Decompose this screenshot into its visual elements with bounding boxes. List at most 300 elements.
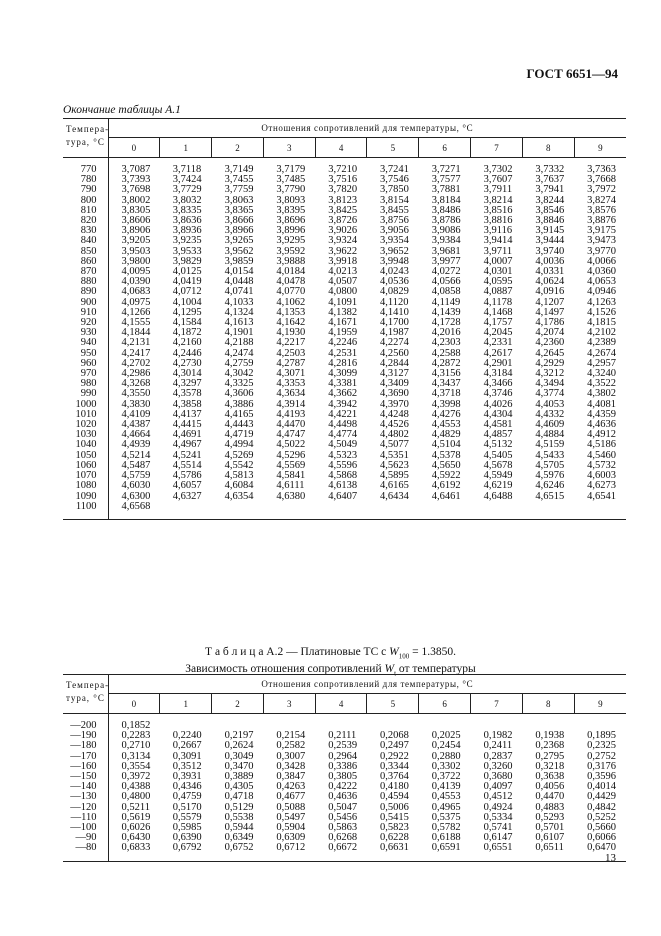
ratio-cell: 4,3466 (483, 378, 513, 390)
ratio-cell: 0,5334 (483, 811, 513, 823)
ratio-cell: 0,3931 (172, 771, 202, 783)
ratio-cell: 4,6003 (587, 470, 617, 482)
ratio-cell: 0,6228 (379, 832, 409, 844)
ratio-cell: 3,8906 (121, 225, 151, 237)
temperature-cell: —90 (63, 833, 108, 843)
ratio-cell: 4,2560 (379, 347, 409, 359)
ratio-cell: 3,7911 (483, 184, 513, 196)
ratio-cell: 4,1671 (328, 317, 358, 329)
ratio-cell: 4,5460 (587, 449, 617, 461)
ratio-cell: 4,2045 (483, 327, 513, 339)
ratio-cell: 4,6541 (587, 490, 617, 502)
ratio-cell: 3,7850 (379, 184, 409, 196)
ratio-cell: 4,2674 (587, 347, 617, 359)
ratio-cell: 4,5542 (224, 459, 254, 471)
temperature-cell: 940 (63, 338, 108, 348)
ratio-cell: 3,8816 (483, 215, 513, 227)
ratio-cell: 4,0566 (431, 276, 461, 288)
ratio-cell: 4,4026 (483, 398, 513, 410)
column-header-4: 4 (315, 138, 367, 158)
ratio-cell: 4,3494 (535, 378, 565, 390)
column-header-5: 5 (367, 138, 419, 158)
ratio-cell: 0,5701 (535, 822, 565, 834)
ratio-cell: 4,3297 (172, 378, 202, 390)
ratio-cell: 0,4842 (587, 801, 617, 813)
ratio-cell: 3,9622 (328, 245, 358, 257)
ratio-cell: 4,5705 (535, 459, 565, 471)
ratio-cell: 3,9562 (224, 245, 254, 257)
ratio-cell: 4,5049 (328, 439, 358, 451)
column-header-1: 1 (160, 138, 212, 158)
ratio-cell: 4,3662 (328, 388, 358, 400)
ratio-cell: 3,9503 (121, 245, 151, 257)
temperature-cell: 790 (63, 185, 108, 195)
ratio-cell: 0,3554 (121, 760, 151, 772)
ratio-cell: 3,8244 (535, 194, 565, 206)
ratio-cell: 4,3325 (224, 378, 254, 390)
ratio-cell: 4,5786 (172, 470, 202, 482)
ratio-cell: 4,0507 (328, 276, 358, 288)
temperature-cell: —180 (63, 741, 108, 751)
ratio-cell: 0,4718 (224, 791, 254, 803)
temperature-cell: 860 (63, 257, 108, 267)
ratio-cell: 0,5375 (431, 811, 461, 823)
ratio-cell: 4,4526 (379, 419, 409, 431)
ratio-cell: 4,2217 (276, 337, 306, 349)
ratio-cell: 3,9770 (587, 245, 617, 257)
ratio-cell: 4,4857 (483, 429, 513, 441)
temperature-cell: 810 (63, 206, 108, 216)
ratio-cell: 0,2240 (172, 730, 202, 742)
temperature-cell: —150 (63, 772, 108, 782)
ratio-cell: 4,5487 (121, 459, 151, 471)
ratio-cell: 0,3722 (431, 771, 461, 783)
temperature-cell: 1040 (63, 440, 108, 450)
temperature-cell: —140 (63, 782, 108, 792)
ratio-cell: 4,0360 (587, 266, 617, 278)
ratio-cell: 4,4636 (587, 419, 617, 431)
ratio-cell: 3,7577 (431, 174, 461, 186)
ratio-cell: 3,8516 (483, 204, 513, 216)
temperature-cell: 960 (63, 359, 108, 369)
column-header-6: 6 (419, 138, 471, 158)
ratio-cell: 4,6246 (535, 480, 565, 492)
ratio-cell: 3,7972 (587, 184, 617, 196)
ratio-cell: 4,3606 (224, 388, 254, 400)
ratio-cell: 4,4884 (535, 429, 565, 441)
ratio-cell: 0,4305 (224, 781, 254, 793)
ratio-cell: 4,2446 (172, 347, 202, 359)
ratio-cell: 0,2752 (587, 750, 617, 762)
ratio-cell: 4,1728 (431, 317, 461, 329)
ratio-cell: 4,3353 (276, 378, 306, 390)
ratio-cell: 4,3212 (535, 368, 565, 380)
ratio-cell: 0,5944 (224, 822, 254, 834)
ratio-cell: 4,4498 (328, 419, 358, 431)
ratio-cell: 4,5922 (431, 470, 461, 482)
ratio-cell: 3,7363 (587, 164, 617, 175)
ratio-cell: 3,7118 (172, 164, 202, 175)
ratio-cell: 3,7332 (535, 164, 565, 175)
ratio-cell: 3,9888 (276, 255, 306, 267)
ratio-cell: 0,5579 (172, 811, 202, 823)
ratio-cell: 3,9829 (172, 255, 202, 267)
ratio-cell: 3,9295 (276, 235, 306, 247)
ratio-cell: 3,7941 (535, 184, 565, 196)
ratio-cell: 4,4193 (276, 408, 306, 420)
ratio-cell: 0,2837 (483, 750, 513, 762)
table2-title-symbol: W (389, 646, 399, 658)
ratio-cell: 4,4967 (172, 439, 202, 451)
ratio-cell: 4,5514 (172, 459, 202, 471)
ratio-cell: 4,2759 (224, 357, 254, 369)
temperature-cell: 910 (63, 308, 108, 318)
temperature-cell: 900 (63, 298, 108, 308)
ratio-cell: 0,6066 (587, 832, 617, 844)
ratio-cell: 4,1091 (328, 296, 358, 308)
ratio-cell: 3,7637 (535, 174, 565, 186)
table-row (63, 481, 626, 491)
ratio-cell: 0,5538 (224, 811, 254, 823)
ratio-cell: 0,4553 (431, 791, 461, 803)
ratio-cell: 3,7179 (276, 164, 306, 175)
ratio-cell: 3,9740 (535, 245, 565, 257)
ratio-cell: 4,2160 (172, 337, 202, 349)
ratio-cell: 0,2710 (121, 740, 151, 752)
ratio-cell: 4,2016 (431, 327, 461, 339)
ratio-cell: 0,5211 (121, 801, 150, 813)
ratio-cell: 0,6591 (431, 842, 461, 854)
ratio-cell: 0,5415 (379, 811, 409, 823)
table2-subtitle-symbol: W (384, 663, 395, 676)
table-body (63, 714, 626, 862)
ratio-cell: 4,3522 (587, 378, 617, 390)
ratio-cell: 0,2411 (483, 740, 513, 752)
ratio-cell: 4,1004 (172, 296, 202, 308)
ratio-cell: 0,6390 (172, 832, 202, 844)
ratio-cell: 0,3680 (483, 771, 513, 783)
ratio-cell: 4,3071 (276, 368, 306, 380)
ratio-cell: 3,8666 (224, 215, 254, 227)
ratio-cell: 0,2624 (224, 740, 254, 752)
temperature-cell: 980 (63, 379, 108, 389)
temperature-cell: 970 (63, 369, 108, 379)
ratio-cell (574, 502, 626, 512)
ratio-cell: 0,2325 (587, 740, 617, 752)
temperature-cell: —190 (63, 731, 108, 741)
ratio-cell: 3,7149 (224, 164, 254, 175)
ratio-cell: 4,4719 (224, 429, 254, 441)
ratio-cell: 4,0036 (535, 255, 565, 267)
temperature-cell: —80 (63, 843, 108, 853)
temperature-cell: 820 (63, 216, 108, 226)
ratio-cell: 4,0095 (121, 266, 151, 278)
ratio-cell: 4,0213 (328, 266, 358, 278)
ratio-cell: 0,2025 (431, 730, 461, 742)
ratio-cell: 0,6268 (328, 832, 358, 844)
ratio-cell: 0,5985 (172, 822, 202, 834)
ratio-cell (367, 502, 419, 512)
ratio-cell: 4,4443 (224, 419, 254, 431)
ratio-cell: 4,3774 (535, 388, 565, 400)
resistance-ratio-table-a1 (63, 118, 626, 520)
ratio-cell: 4,1872 (172, 327, 202, 339)
temperature-cell: 780 (63, 175, 108, 185)
ratio-cell: 4,4829 (431, 429, 461, 441)
ratio-cell: 4,6434 (379, 490, 409, 502)
ratio-cell: 3,8455 (379, 204, 409, 216)
ratio-cell: 0,5129 (224, 801, 254, 813)
temperature-cell: 990 (63, 389, 108, 399)
ratio-cell: 0,4759 (172, 791, 202, 803)
table2-title-subscript: 100 (398, 652, 410, 661)
ratio-cell: 3,7241 (379, 164, 409, 175)
ratio-cell: 3,8996 (276, 225, 306, 237)
temperature-cell: 1050 (63, 451, 108, 461)
ratio-cell: 4,5650 (431, 459, 461, 471)
ratio-cell: 3,9205 (121, 235, 151, 247)
ratio-cell: 4,0946 (587, 286, 617, 298)
ratio-cell: 0,2454 (431, 740, 461, 752)
temperature-cell: —170 (63, 752, 108, 762)
ratio-cell (315, 502, 367, 512)
ratio-cell: 4,5433 (535, 449, 565, 461)
ratio-cell: 3,7820 (328, 184, 358, 196)
column-header-9: 9 (574, 694, 626, 714)
ratio-cell: 0,5823 (379, 822, 409, 834)
ratio-cell: 4,2074 (535, 327, 565, 339)
ratio-cell: 4,3437 (431, 378, 461, 390)
ratio-cell: 4,3099 (328, 368, 358, 380)
ratio-cell: 4,0624 (535, 276, 565, 288)
ratio-cell: 3,8305 (121, 204, 151, 216)
ratio-cell: 4,2872 (431, 357, 461, 369)
temperature-cell: —120 (63, 803, 108, 813)
ratio-cell: 4,1263 (587, 296, 617, 308)
ratio-cell: 4,3746 (483, 388, 513, 400)
ratio-cell: 0,4470 (535, 791, 565, 803)
ratio-cell: 0,1852 (121, 720, 151, 731)
ratio-cell: 4,2360 (535, 337, 565, 349)
ratio-cell: 4,2702 (121, 357, 151, 369)
ratio-cell: 0,3596 (587, 771, 617, 783)
ratio-cell: 4,1324 (224, 306, 254, 318)
ratio-cell: 4,2901 (483, 357, 513, 369)
temperature-cell: 850 (63, 247, 108, 257)
ratio-cell: 0,4056 (535, 781, 565, 793)
ratio-cell: 3,8726 (328, 215, 358, 227)
ratio-cell: 0,2368 (535, 740, 565, 752)
temperature-cell: 1080 (63, 481, 108, 491)
ratio-cell: 4,4081 (587, 398, 617, 410)
ratio-cell: 4,4332 (535, 408, 565, 420)
ratio-cell: 0,2880 (431, 750, 461, 762)
ratio-cell: 4,6568 (121, 500, 151, 512)
ratio-cell: 0,2197 (224, 730, 254, 742)
ratio-cell: 3,7424 (172, 174, 202, 186)
ratio-cell: 3,8786 (431, 215, 461, 227)
temperature-cell: 930 (63, 328, 108, 338)
ratio-cell: 4,6165 (379, 480, 409, 492)
ratio-cell: 4,4221 (328, 408, 358, 420)
ratio-cell: 3,9918 (328, 255, 358, 267)
ratio-cell: 0,2964 (328, 750, 358, 762)
ratio-cell: 0,2283 (121, 730, 151, 742)
ratio-cell: 3,9175 (587, 225, 617, 237)
ratio-cell: 0,2795 (535, 750, 565, 762)
ratio-columns-header: Отношения сопротивлений для температуры, °С (108, 119, 626, 138)
column-header-4: 4 (315, 694, 367, 714)
ratio-cell: 4,0829 (379, 286, 409, 298)
ratio-cell: 0,3260 (483, 760, 513, 772)
ratio-cell: 3,8365 (224, 204, 254, 216)
ratio-cell: 4,5378 (431, 449, 461, 461)
ratio-cell: 0,5619 (121, 811, 151, 823)
ratio-cell: 0,6672 (328, 842, 358, 854)
table2-title-suffix: = 1.3850. (409, 646, 456, 658)
ratio-cell: 4,4994 (224, 439, 254, 451)
ratio-cell: 0,6631 (379, 842, 409, 854)
ratio-cell: 4,2188 (224, 337, 254, 349)
ratio-cell: 4,0975 (121, 296, 151, 308)
ratio-cell: 4,3381 (328, 378, 358, 390)
ratio-cell: 4,2730 (172, 357, 202, 369)
ratio-cell: 3,9145 (535, 225, 565, 237)
ratio-cell: 0,3764 (379, 771, 409, 783)
ratio-cell: 3,9592 (276, 245, 306, 257)
ratio-cell: 4,1555 (121, 317, 151, 329)
ratio-cell: 3,7790 (276, 184, 306, 196)
ratio-cell: 3,9859 (224, 255, 254, 267)
ratio-cell: 4,2274 (379, 337, 409, 349)
ratio-cell: 0,2497 (379, 740, 409, 752)
ratio-cell: 3,7271 (431, 164, 461, 175)
ratio-cell: 3,8846 (535, 215, 565, 227)
ratio-cell: 4,6515 (535, 490, 565, 502)
temperature-cell: 950 (63, 349, 108, 359)
ratio-cell: 4,2957 (587, 357, 617, 369)
ratio-cell: 4,3942 (328, 398, 358, 410)
ratio-cell: 4,3409 (379, 378, 409, 390)
ratio-cell: 4,0419 (172, 276, 202, 288)
ratio-cell: 0,6107 (535, 832, 565, 844)
ratio-cell: 0,5170 (172, 801, 202, 813)
ratio-cell: 4,2787 (276, 357, 306, 369)
ratio-cell: 4,6111 (276, 480, 305, 492)
ratio-cell: 4,0653 (587, 276, 617, 288)
ratio-cell: 0,4512 (483, 791, 513, 803)
column-digit-headers (63, 694, 626, 714)
ratio-cell: 0,4139 (431, 781, 461, 793)
ratio-cell: 3,9265 (224, 235, 254, 247)
ratio-cell: 3,7729 (172, 184, 202, 196)
ratio-cell: 0,3007 (276, 750, 306, 762)
ratio-cell: 0,2582 (276, 740, 306, 752)
ratio-cell: 3,9652 (379, 245, 409, 257)
ratio-cell: 4,1901 (224, 327, 254, 339)
ratio-cell: 3,9711 (483, 245, 513, 257)
temperature-cell: 1060 (63, 461, 108, 471)
ratio-cell: 3,8002 (121, 194, 151, 206)
table2-subtitle-subscript: t (394, 669, 397, 678)
ratio-cell: 4,2617 (483, 347, 513, 359)
ratio-cell: 0,6470 (587, 842, 617, 854)
ratio-cell: 4,3240 (587, 368, 617, 380)
ratio-cell: 4,1353 (276, 306, 306, 318)
ratio-cell: 4,6273 (587, 480, 617, 492)
ratio-cell: 4,3998 (431, 398, 461, 410)
ratio-cell: 4,1786 (535, 317, 565, 329)
page-number: 13 (605, 852, 616, 864)
ratio-cell: 4,5949 (483, 470, 513, 482)
ratio-cell: 0,4429 (587, 791, 617, 803)
ratio-cell: 3,8395 (276, 204, 306, 216)
ratio-cell: 4,1410 (379, 306, 409, 318)
ratio-cell: 4,6084 (224, 480, 254, 492)
ratio-cell: 4,2331 (483, 337, 513, 349)
ratio-cell: 4,1700 (379, 317, 409, 329)
ratio-cell: 3,8756 (379, 215, 409, 227)
ratio-cell: 4,2303 (431, 337, 461, 349)
ratio-cell: 3,8576 (587, 204, 617, 216)
ratio-cell: 4,1757 (483, 317, 513, 329)
ratio-cell: 4,0536 (379, 276, 409, 288)
ratio-cell: 0,6349 (224, 832, 254, 844)
ratio-cell: 4,5323 (328, 449, 358, 461)
ratio-cell: 4,5159 (535, 439, 565, 451)
ratio-cell: 3,7393 (121, 174, 151, 186)
column-digit-headers (63, 138, 626, 158)
ratio-cell: 3,8154 (379, 194, 409, 206)
column-header-7: 7 (471, 694, 523, 714)
ratio-cell: 0,5293 (535, 811, 565, 823)
ratio-cell: 3,8335 (172, 204, 202, 216)
ratio-cell: 4,5841 (276, 470, 306, 482)
ratio-cell: 3,9235 (172, 235, 202, 247)
ratio-cell: 0,5088 (276, 801, 306, 813)
ratio-cell: 0,6712 (276, 842, 306, 854)
ratio-cell: 4,4165 (224, 408, 254, 420)
ratio-cell: 4,3690 (379, 388, 409, 400)
ratio-cell: 4,4802 (379, 429, 409, 441)
ratio-cell: 4,0272 (431, 266, 461, 278)
ratio-cell: 4,1987 (379, 327, 409, 339)
ratio-cell: 4,0448 (224, 276, 254, 288)
column-header-5: 5 (367, 694, 419, 714)
ratio-cell: 4,1207 (535, 296, 565, 308)
ratio-cell: 3,8876 (587, 215, 617, 227)
ratio-cell: 3,8606 (121, 215, 151, 227)
ratio-cell: 4,5813 (224, 470, 254, 482)
ratio-cell: 0,3386 (328, 760, 358, 772)
ratio-cell: 4,6030 (121, 480, 151, 492)
ratio-cell: 4,4691 (172, 429, 202, 441)
ratio-cell: 0,5047 (328, 801, 358, 813)
ratio-cell: 0,2154 (276, 730, 306, 742)
ratio-cell: 4,4387 (121, 419, 151, 431)
ratio-cell: 0,5497 (276, 811, 306, 823)
ratio-cell: 4,5269 (224, 449, 254, 461)
ratio-cell: 3,7302 (483, 164, 513, 175)
ratio-cell: 3,8063 (224, 194, 254, 206)
ratio-cell: 4,5569 (276, 459, 306, 471)
column-header-3: 3 (263, 138, 315, 158)
ratio-cell: 4,2588 (431, 347, 461, 359)
ratio-cell: 4,1033 (224, 296, 254, 308)
temperature-cell: 800 (63, 196, 108, 206)
ratio-cell: 4,6461 (431, 490, 461, 502)
ratio-cell: 4,3184 (483, 368, 513, 380)
